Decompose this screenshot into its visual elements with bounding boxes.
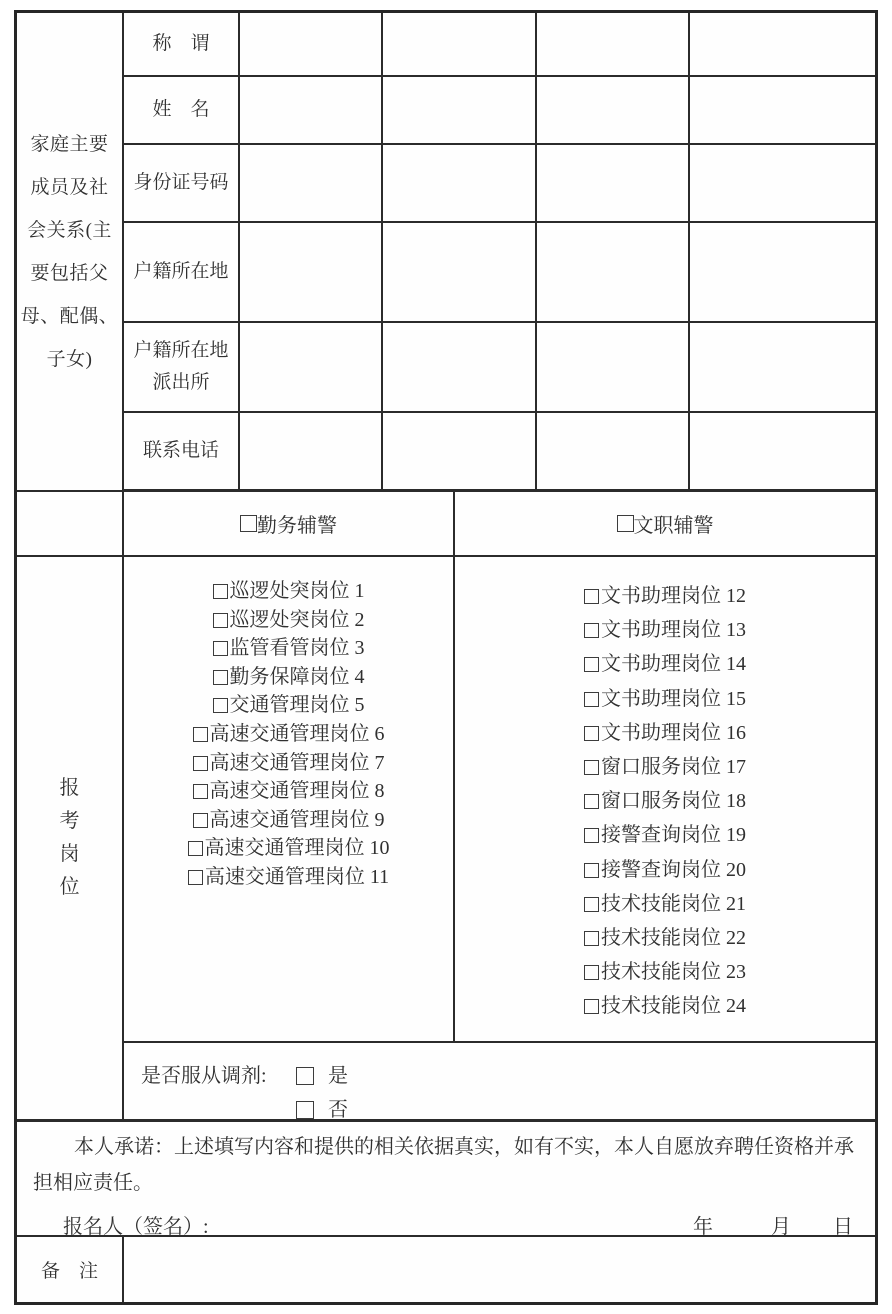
input-cell[interactable]: [690, 223, 875, 323]
input-cell[interactable]: [240, 223, 383, 323]
checkbox-icon: [584, 589, 599, 604]
checkbox-icon: [188, 870, 203, 885]
checkbox-icon: [584, 828, 599, 843]
family-header-line: 要包括父: [30, 262, 109, 284]
position-option[interactable]: 高速交通管理岗位 8: [124, 777, 453, 806]
row-label-id-number: 身份证号码: [124, 145, 240, 223]
date-month-label: 月: [771, 1216, 791, 1238]
signature-field[interactable]: [209, 1213, 693, 1237]
civilian-auxiliary-checkbox[interactable]: 文职辅警: [455, 492, 875, 557]
checkbox-icon: [584, 760, 599, 775]
position-option[interactable]: 接警查询岗位 20: [455, 853, 875, 887]
checkbox-icon: [584, 726, 599, 741]
family-header-line: 会关系(主: [27, 219, 112, 241]
checkbox-icon: [584, 999, 599, 1014]
position-option[interactable]: 技术技能岗位 23: [455, 955, 875, 989]
checkbox-icon: [584, 692, 599, 707]
input-cell[interactable]: [690, 77, 875, 145]
position-option[interactable]: 技术技能岗位 22: [455, 921, 875, 955]
signature-label: 报名人（签名）:: [63, 1216, 209, 1238]
adjustment-yes-label: 是: [328, 1065, 348, 1087]
input-cell[interactable]: [537, 323, 690, 413]
adjustment-row: [124, 1043, 875, 1122]
position-option[interactable]: 交通管理岗位 5: [124, 691, 453, 720]
family-header-line: 家庭主要: [30, 133, 109, 155]
row-label-title: 称 谓: [124, 13, 240, 77]
date-fields: [693, 1210, 853, 1239]
input-cell[interactable]: [383, 145, 537, 223]
checkbox-icon: [213, 613, 228, 628]
adjustment-label: 是否服从调剂:: [141, 1065, 267, 1087]
row-label-police-station: 户籍所在地 派出所: [124, 323, 240, 413]
checkbox-icon: [213, 584, 228, 599]
row-label-name: 姓 名: [124, 77, 240, 145]
application-form-table: [14, 10, 878, 1305]
checkbox-icon: [296, 1101, 314, 1119]
input-cell[interactable]: [690, 13, 875, 77]
position-option[interactable]: 文书助理岗位 12: [455, 579, 875, 613]
input-cell[interactable]: [383, 223, 537, 323]
checkbox-icon: [584, 657, 599, 672]
checkbox-icon: [193, 727, 208, 742]
service-auxiliary-checkbox[interactable]: 勤务辅警: [124, 492, 455, 557]
input-cell[interactable]: [690, 323, 875, 413]
commitment-section: [17, 1122, 875, 1237]
civilian-position-list: [455, 557, 875, 1043]
date-year-label: 年: [693, 1216, 713, 1238]
input-cell[interactable]: [690, 413, 875, 492]
input-cell[interactable]: [383, 413, 537, 492]
adjustment-yes-checkbox[interactable]: [296, 1059, 314, 1093]
input-cell[interactable]: [383, 323, 537, 413]
position-option[interactable]: 巡逻处突岗位 1: [124, 577, 453, 606]
checkbox-icon: [213, 698, 228, 713]
position-option[interactable]: 文书助理岗位 15: [455, 682, 875, 716]
checkbox-icon: [240, 515, 257, 532]
position-option[interactable]: 高速交通管理岗位 7: [124, 749, 453, 778]
remarks-input-cell[interactable]: [124, 1237, 875, 1302]
input-cell[interactable]: [537, 77, 690, 145]
checkbox-icon: [584, 897, 599, 912]
family-header-line: 母、配偶、: [20, 305, 119, 327]
input-cell[interactable]: [537, 223, 690, 323]
checkbox-icon: [584, 794, 599, 809]
checkbox-icon: [188, 841, 203, 856]
family-section-header: [17, 13, 124, 492]
input-cell[interactable]: [383, 77, 537, 145]
position-option[interactable]: 文书助理岗位 13: [455, 613, 875, 647]
service-position-list: [124, 557, 455, 1043]
commitment-text: 本人承诺：上述填写内容和提供的相关依据真实，如有不实，本人自愿放弃聘任资格并承担相应责任。: [33, 1136, 854, 1194]
checkbox-icon: [193, 756, 208, 771]
input-cell[interactable]: [537, 413, 690, 492]
position-option[interactable]: 技术技能岗位 24: [455, 989, 875, 1023]
position-option[interactable]: 窗口服务岗位 17: [455, 750, 875, 784]
input-cell[interactable]: [240, 145, 383, 223]
position-option[interactable]: 勤务保障岗位 4: [124, 663, 453, 692]
position-option[interactable]: 文书助理岗位 16: [455, 716, 875, 750]
input-cell[interactable]: [240, 13, 383, 77]
position-option[interactable]: 高速交通管理岗位 10: [124, 834, 453, 863]
checkbox-icon: [213, 670, 228, 685]
input-cell[interactable]: [690, 145, 875, 223]
input-cell[interactable]: [383, 13, 537, 77]
checkbox-icon: [584, 965, 599, 980]
position-option[interactable]: 窗口服务岗位 18: [455, 784, 875, 818]
checkbox-icon: [584, 863, 599, 878]
input-cell[interactable]: [240, 323, 383, 413]
input-cell[interactable]: [240, 413, 383, 492]
row-label-residence: 户籍所在地: [124, 223, 240, 323]
position-option[interactable]: 监管看管岗位 3: [124, 634, 453, 663]
position-option[interactable]: 巡逻处突岗位 2: [124, 606, 453, 635]
checkbox-icon: [193, 784, 208, 799]
position-option[interactable]: 文书助理岗位 14: [455, 647, 875, 681]
adjustment-no-label: 否: [328, 1099, 348, 1121]
checkbox-icon: [296, 1067, 314, 1085]
position-option[interactable]: 高速交通管理岗位 9: [124, 806, 453, 835]
category-row-spacer-cell: [17, 492, 124, 557]
family-header-line: 成员及社: [30, 176, 109, 198]
checkbox-icon: [213, 641, 228, 656]
checkbox-icon: [617, 515, 634, 532]
position-section-header: 报 考 岗 位: [17, 557, 124, 1122]
checkbox-icon: [193, 813, 208, 828]
position-option[interactable]: 高速交通管理岗位 6: [124, 720, 453, 749]
row-label-phone: 联系电话: [124, 413, 240, 492]
remarks-label: 备 注: [17, 1237, 124, 1302]
checkbox-icon: [584, 623, 599, 638]
position-option[interactable]: 技术技能岗位 21: [455, 887, 875, 921]
date-day-label: 日: [833, 1216, 853, 1238]
position-option[interactable]: 高速交通管理岗位 11: [124, 863, 453, 892]
input-cell[interactable]: [240, 77, 383, 145]
input-cell[interactable]: [537, 13, 690, 77]
input-cell[interactable]: [537, 145, 690, 223]
checkbox-icon: [584, 931, 599, 946]
family-header-line: 子女): [46, 348, 93, 370]
position-option[interactable]: 接警查询岗位 19: [455, 818, 875, 852]
